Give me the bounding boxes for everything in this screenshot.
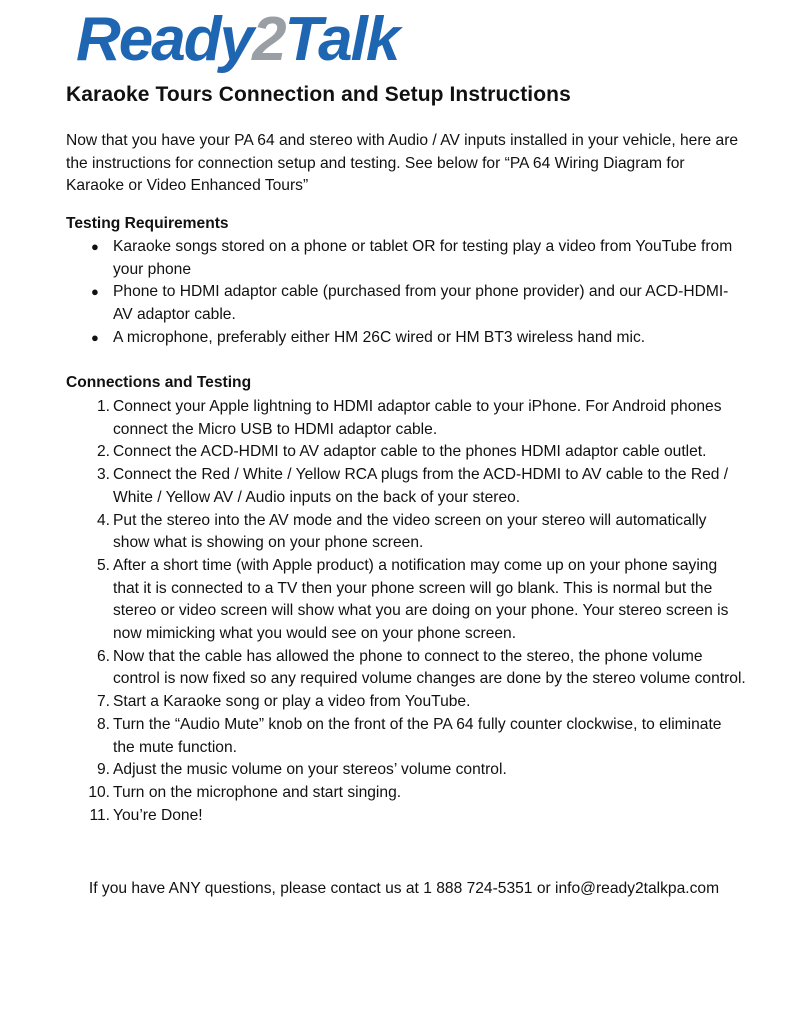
list-item [66, 236, 746, 281]
contact-info: If you have ANY questions, please contact us at 1 888 724-5351 or info@ready2talkpa.com [88, 880, 720, 897]
connections-steps-list [66, 396, 746, 827]
step-number: 11. [89, 806, 110, 824]
bullet-icon: ● [91, 329, 99, 345]
step-item [66, 805, 746, 828]
step-item [66, 759, 746, 782]
logo-text-ready: Ready [76, 5, 253, 74]
intro-paragraph: Now that you have your PA 64 and stereo with Audio / AV inputs installed in your vehicle, here are the instructions for connection setup and testing. See below for “PA 64 Wiring Diagram for Karaoke or Video Enhanced Tours” [66, 132, 739, 195]
requirement-text: Phone to HDMI adaptor cable (purchased from your phone provider) and our ACD-HDMI-AV adaptor cable. [113, 283, 729, 324]
step-number: 1. [96, 398, 110, 415]
page-title: Karaoke Tours Connection and Setup Instructions [66, 83, 571, 106]
step-number: 4. [96, 511, 110, 529]
testing-requirements-heading: Testing Requirements [66, 215, 229, 232]
step-text: After a short time (with Apple product) a notification may come up on your phone saying that it is connected to a TV then your phone screen will go blank. This is normal but the stereo or video screen will show what you are doing on your phone. Your stereo screen is now mimicking what you would see on your phone screen. [113, 556, 729, 643]
step-number: 6. [96, 647, 110, 665]
step-item [66, 510, 746, 555]
list-item [66, 281, 746, 326]
requirement-text: A microphone, preferably either HM 26C wired or HM BT3 wireless hand mic. [113, 328, 646, 346]
step-text: Connect your Apple lightning to HDMI adaptor cable to your iPhone. For Android phones connect the Micro USB to HDMI adaptor cable. [113, 398, 722, 438]
step-number: 2. [96, 443, 110, 461]
connections-testing-heading: Connections and Testing [66, 374, 252, 391]
step-text: Connect the Red / White / Yellow RCA plugs from the ACD-HDMI to AV cable to the Red / White / Yellow AV / Audio inputs on the back of your stereo. [113, 466, 729, 506]
step-item [66, 782, 746, 805]
step-number: 5. [96, 556, 110, 574]
step-text: You’re Done! [113, 806, 203, 824]
bullet-icon: ● [91, 284, 99, 300]
step-text: Adjust the music volume on your stereos’ volume control. [113, 761, 507, 779]
step-item [66, 396, 746, 441]
step-number: 9. [96, 761, 110, 779]
ready2talk-logo [76, 4, 496, 76]
step-number: 7. [96, 693, 110, 711]
testing-requirements-list [66, 236, 746, 350]
step-number: 8. [96, 715, 110, 733]
step-item [66, 441, 746, 464]
step-item [66, 646, 746, 691]
step-text: Turn the “Audio Mute” knob on the front of the PA 64 fully counter clockwise, to eliminate the mute function. [113, 715, 722, 756]
step-item [66, 691, 746, 714]
step-number: 10. [88, 783, 110, 801]
step-text: Connect the ACD-HDMI to AV adaptor cable to the phones HDMI adaptor cable outlet. [113, 443, 707, 461]
step-item [66, 555, 746, 646]
logo-text-2: 2 [252, 5, 285, 74]
step-text: Turn on the microphone and start singing. [113, 783, 402, 801]
step-item [66, 464, 746, 509]
svg-text:Ready2Talk [76, 5, 404, 74]
step-text: Now that the cable has allowed the phone to connect to the stereo, the phone volume control is now fixed so any required volume changes are done by the stereo volume control. [113, 647, 746, 688]
step-text: Put the stereo into the AV mode and the video screen on your stereo will automatically show what is showing on your phone screen. [113, 511, 707, 552]
requirement-text: Karaoke songs stored on a phone or tablet OR for testing play a video from YouTube from your phone [113, 238, 733, 278]
step-number: 3. [96, 466, 110, 484]
step-text: Start a Karaoke song or play a video from YouTube. [113, 693, 471, 711]
list-item [66, 327, 746, 350]
bullet-icon: ● [91, 239, 99, 254]
logo-text-talk: Talk [284, 5, 399, 74]
step-item [66, 714, 746, 759]
